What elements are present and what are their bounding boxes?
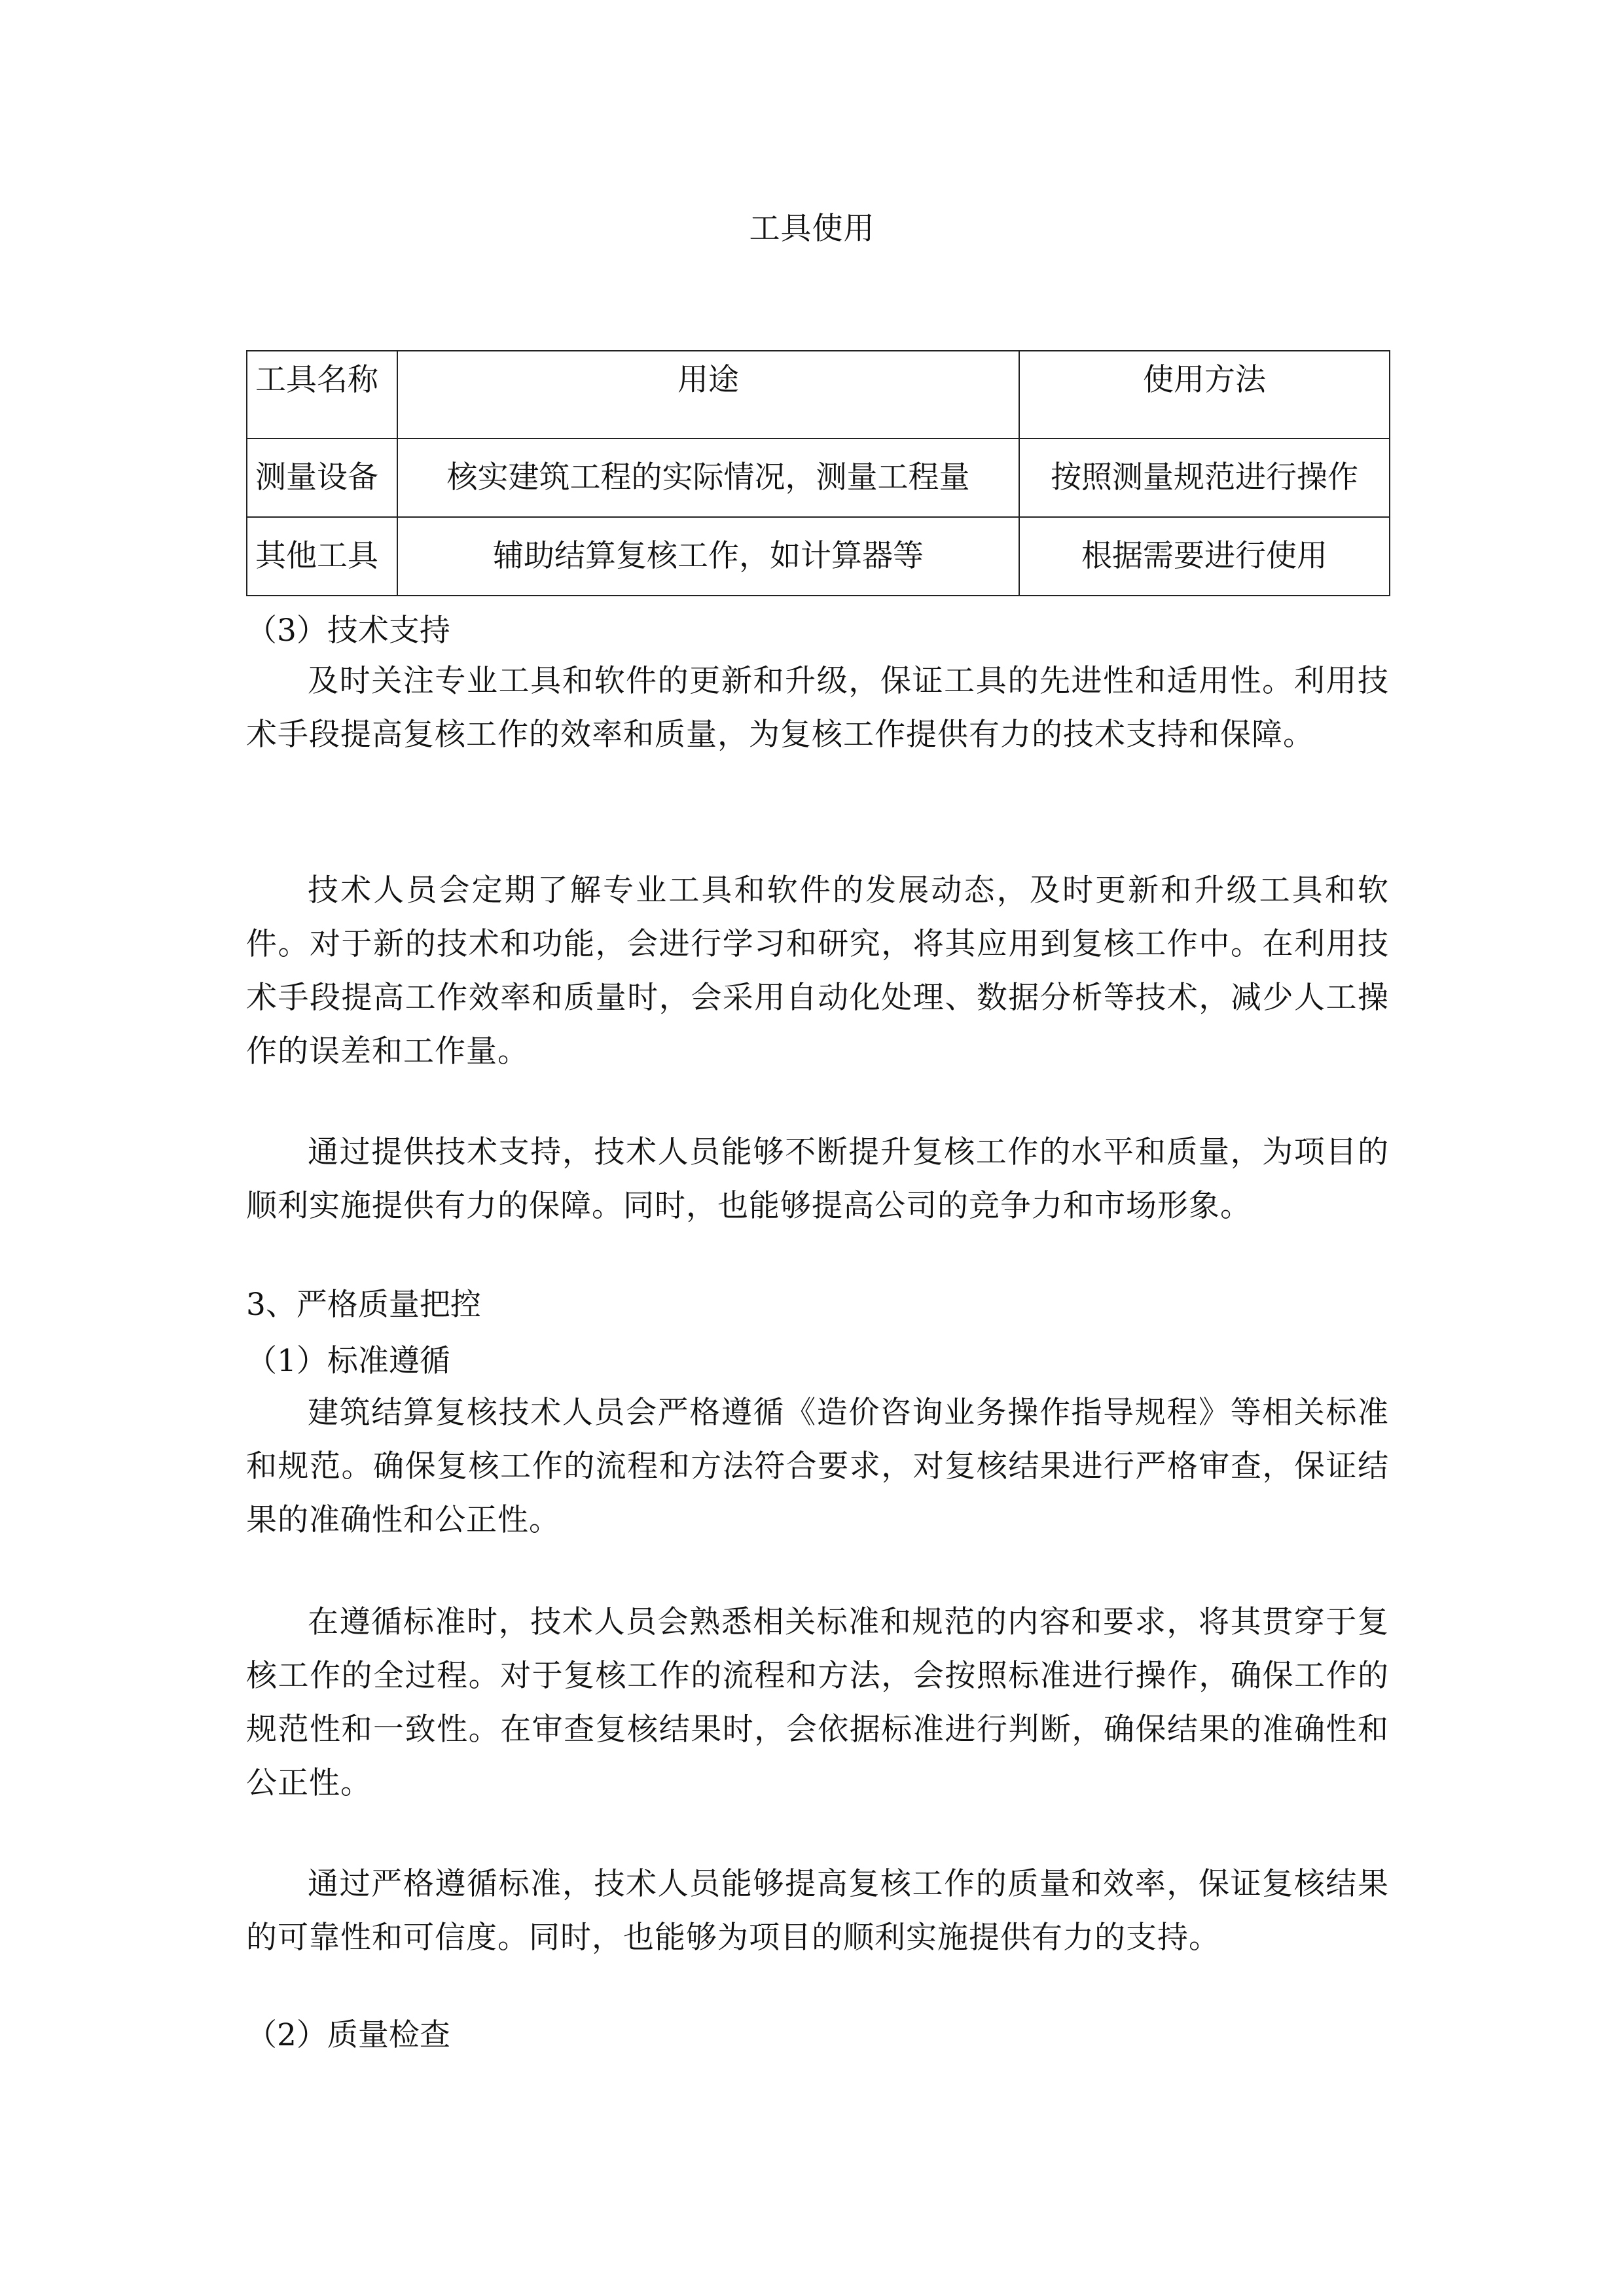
paragraph: 及时关注专业工具和软件的更新和升级，保证工具的先进性和适用性。利用技术手段提高复核工作的效率和质量，为复核工作提供有力的技术支持和保障。 bbox=[246, 663, 1389, 753]
table-title: 工具使用 bbox=[749, 211, 875, 247]
table-row bbox=[247, 517, 1390, 596]
paragraph: 在遵循标准时，技术人员会熟悉相关标准和规范的内容和要求，将其贯穿于复核工作的全过程。对于复核工作的流程和方法，会按照标准进行操作，确保工作的规范性和一致性。在审查复核结果时，会依据标准进行判断，确保结果的准确性和公正性。 bbox=[246, 1604, 1389, 1801]
sub-heading-quality-check: （2）质量检查 bbox=[246, 2017, 450, 2053]
table-cell: 核实建筑工程的实际情况，测量工程量 bbox=[397, 439, 1019, 517]
paragraph: 通过严格遵循标准，技术人员能够提高复核工作的质量和效率，保证复核结果的可靠性和可信度。同时，也能够为项目的顺利实施提供有力的支持。 bbox=[246, 1866, 1389, 1956]
tools-table bbox=[246, 350, 1390, 596]
table-cell: 测量设备 bbox=[247, 439, 397, 517]
table-header-row bbox=[247, 351, 1390, 439]
section-heading-tech-support: （3）技术支持 bbox=[246, 613, 450, 649]
paragraph: 技术人员会定期了解专业工具和软件的发展动态，及时更新和升级工具和软件。对于新的技术和功能，会进行学习和研究，将其应用到复核工作中。在利用技术手段提高工作效率和质量时，会采用自动化处理、数据分析等技术，减少人工操作的误差和工作量。 bbox=[246, 872, 1389, 1069]
section-heading-quality: 3、严格质量把控 bbox=[246, 1287, 481, 1323]
table-cell: 其他工具 bbox=[247, 517, 397, 596]
paragraph: 建筑结算复核技术人员会严格遵循《造价咨询业务操作指导规程》等相关标准和规范。确保复核工作的流程和方法符合要求，对复核结果进行严格审查，保证结果的准确性和公正性。 bbox=[246, 1395, 1389, 1538]
table-header-cell: 工具名称 bbox=[247, 351, 397, 439]
table-header-cell: 用途 bbox=[397, 351, 1019, 439]
paragraph: 通过提供技术支持，技术人员能够不断提升复核工作的水平和质量，为项目的顺利实施提供有力的保障。同时，也能够提高公司的竞争力和市场形象。 bbox=[246, 1134, 1389, 1224]
sub-heading-standards: （1）标准遵循 bbox=[246, 1343, 450, 1379]
table-cell: 辅助结算复核工作，如计算器等 bbox=[397, 517, 1019, 596]
table-cell: 根据需要进行使用 bbox=[1019, 517, 1390, 596]
table-cell: 按照测量规范进行操作 bbox=[1019, 439, 1390, 517]
table-row bbox=[247, 439, 1390, 517]
table-header-cell: 使用方法 bbox=[1019, 351, 1390, 439]
